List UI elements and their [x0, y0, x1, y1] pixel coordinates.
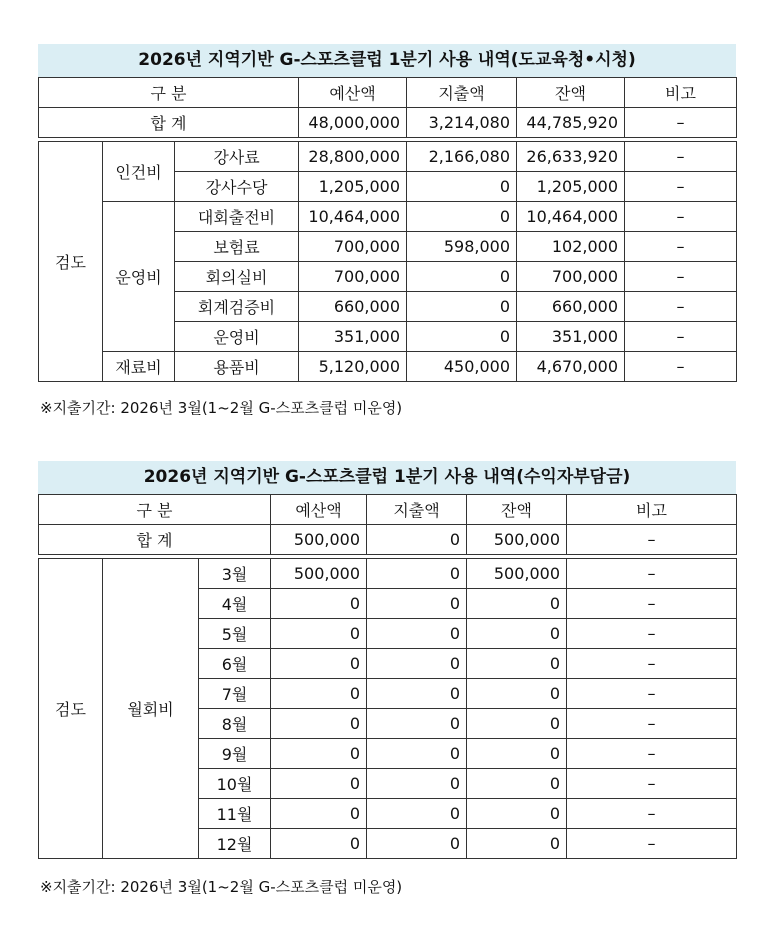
- spent-cell: 0: [407, 172, 517, 202]
- header-category: 구 분: [39, 78, 299, 108]
- spent-cell: 0: [367, 739, 467, 769]
- balance-cell: 0: [467, 769, 567, 799]
- spent-cell: 0: [367, 589, 467, 619]
- remarks-cell: –: [567, 799, 737, 829]
- budget-cell: 0: [271, 739, 367, 769]
- spent-cell: 2,166,080: [407, 142, 517, 172]
- month-label: 5월: [199, 619, 271, 649]
- balance-cell: 0: [467, 829, 567, 859]
- balance-cell: 0: [467, 589, 567, 619]
- table-2-title: 2026년 지역기반 G-스포츠클럽 1분기 사용 내역(수익자부담금): [38, 461, 736, 494]
- budget-cell: 0: [271, 709, 367, 739]
- month-label: 10월: [199, 769, 271, 799]
- month-label: 6월: [199, 649, 271, 679]
- header-balance: 잔액: [517, 78, 625, 108]
- month-label: 3월: [199, 559, 271, 589]
- budget-cell: 0: [271, 679, 367, 709]
- item-label: 강사료: [175, 142, 299, 172]
- total-spent: 3,214,080: [407, 108, 517, 138]
- budget-table-2: [38, 461, 736, 859]
- remarks-cell: –: [625, 202, 737, 232]
- spent-cell: 0: [407, 322, 517, 352]
- remarks-cell: –: [625, 292, 737, 322]
- spent-cell: 0: [367, 649, 467, 679]
- balance-cell: 0: [467, 649, 567, 679]
- budget-cell: 0: [271, 649, 367, 679]
- budget-cell: 0: [271, 829, 367, 859]
- table-row: [39, 142, 737, 172]
- spent-cell: 0: [367, 709, 467, 739]
- subgroup-material: 재료비: [103, 352, 175, 382]
- budget-table-1: [38, 44, 736, 382]
- spent-cell: 598,000: [407, 232, 517, 262]
- total-label: 합 계: [39, 108, 299, 138]
- item-label: 대회출전비: [175, 202, 299, 232]
- spent-cell: 450,000: [407, 352, 517, 382]
- balance-cell: 660,000: [517, 292, 625, 322]
- header-budget: 예산액: [299, 78, 407, 108]
- month-label: 11월: [199, 799, 271, 829]
- item-label: 회계검증비: [175, 292, 299, 322]
- remarks-cell: –: [625, 172, 737, 202]
- balance-cell: 4,670,000: [517, 352, 625, 382]
- spent-cell: 0: [407, 262, 517, 292]
- table-row: [39, 352, 737, 382]
- header-spent: 지출액: [367, 495, 467, 525]
- spent-cell: 0: [407, 292, 517, 322]
- header-category: 구 분: [39, 495, 271, 525]
- spent-cell: 0: [367, 829, 467, 859]
- item-label: 강사수당: [175, 172, 299, 202]
- total-row: [39, 108, 737, 138]
- header-remarks: 비고: [567, 495, 737, 525]
- total-balance: 44,785,920: [517, 108, 625, 138]
- item-label: 보험료: [175, 232, 299, 262]
- budget-cell: 351,000: [299, 322, 407, 352]
- total-label: 합 계: [39, 525, 271, 555]
- month-label: 9월: [199, 739, 271, 769]
- item-label: 용품비: [175, 352, 299, 382]
- item-label: 회의실비: [175, 262, 299, 292]
- budget-cell: 660,000: [299, 292, 407, 322]
- remarks-cell: –: [567, 649, 737, 679]
- header-remarks: 비고: [625, 78, 737, 108]
- group-label: 검도: [39, 559, 103, 859]
- total-spent: 0: [367, 525, 467, 555]
- table-1: [38, 77, 737, 382]
- remarks-cell: –: [625, 142, 737, 172]
- balance-cell: 26,633,920: [517, 142, 625, 172]
- table-2-note: ※지출기간: 2026년 3월(1~2월 G-스포츠클럽 미운영): [40, 878, 403, 896]
- balance-cell: 700,000: [517, 262, 625, 292]
- remarks-cell: –: [567, 769, 737, 799]
- month-label: 8월: [199, 709, 271, 739]
- balance-cell: 500,000: [467, 559, 567, 589]
- subgroup-monthly-fee: 월회비: [103, 559, 199, 859]
- balance-cell: 102,000: [517, 232, 625, 262]
- header-row: [39, 495, 737, 525]
- month-label: 12월: [199, 829, 271, 859]
- remarks-cell: –: [567, 589, 737, 619]
- budget-cell: 500,000: [271, 559, 367, 589]
- total-remarks: –: [625, 108, 737, 138]
- remarks-cell: –: [625, 322, 737, 352]
- remarks-cell: –: [567, 709, 737, 739]
- balance-cell: 0: [467, 739, 567, 769]
- spent-cell: 0: [367, 769, 467, 799]
- spent-cell: 0: [367, 619, 467, 649]
- subgroup-personnel: 인건비: [103, 142, 175, 202]
- balance-cell: 0: [467, 799, 567, 829]
- remarks-cell: –: [625, 262, 737, 292]
- total-remarks: –: [567, 525, 737, 555]
- table-1-title: 2026년 지역기반 G-스포츠클럽 1분기 사용 내역(도교육청•시청): [38, 44, 736, 77]
- remarks-cell: –: [567, 619, 737, 649]
- budget-cell: 10,464,000: [299, 202, 407, 232]
- budget-cell: 700,000: [299, 262, 407, 292]
- header-balance: 잔액: [467, 495, 567, 525]
- header-budget: 예산액: [271, 495, 367, 525]
- budget-cell: 0: [271, 589, 367, 619]
- item-label: 운영비: [175, 322, 299, 352]
- table-1-note: ※지출기간: 2026년 3월(1~2월 G-스포츠클럽 미운영): [40, 399, 403, 417]
- budget-cell: 0: [271, 769, 367, 799]
- table-row: [39, 202, 737, 232]
- table-row: [39, 559, 737, 589]
- balance-cell: 1,205,000: [517, 172, 625, 202]
- budget-cell: 1,205,000: [299, 172, 407, 202]
- subgroup-operating: 운영비: [103, 202, 175, 352]
- spent-cell: 0: [367, 679, 467, 709]
- remarks-cell: –: [567, 739, 737, 769]
- spent-cell: 0: [407, 202, 517, 232]
- header-row: [39, 78, 737, 108]
- total-budget: 48,000,000: [299, 108, 407, 138]
- balance-cell: 351,000: [517, 322, 625, 352]
- balance-cell: 0: [467, 709, 567, 739]
- balance-cell: 0: [467, 619, 567, 649]
- total-row: [39, 525, 737, 555]
- month-label: 4월: [199, 589, 271, 619]
- header-spent: 지출액: [407, 78, 517, 108]
- spent-cell: 0: [367, 559, 467, 589]
- remarks-cell: –: [567, 679, 737, 709]
- month-label: 7월: [199, 679, 271, 709]
- budget-cell: 28,800,000: [299, 142, 407, 172]
- balance-cell: 0: [467, 679, 567, 709]
- total-budget: 500,000: [271, 525, 367, 555]
- spent-cell: 0: [367, 799, 467, 829]
- remarks-cell: –: [567, 559, 737, 589]
- remarks-cell: –: [567, 829, 737, 859]
- table-2: [38, 494, 737, 859]
- budget-cell: 700,000: [299, 232, 407, 262]
- balance-cell: 10,464,000: [517, 202, 625, 232]
- remarks-cell: –: [625, 232, 737, 262]
- group-label: 검도: [39, 142, 103, 382]
- budget-cell: 5,120,000: [299, 352, 407, 382]
- budget-cell: 0: [271, 799, 367, 829]
- budget-cell: 0: [271, 619, 367, 649]
- total-balance: 500,000: [467, 525, 567, 555]
- remarks-cell: –: [625, 352, 737, 382]
